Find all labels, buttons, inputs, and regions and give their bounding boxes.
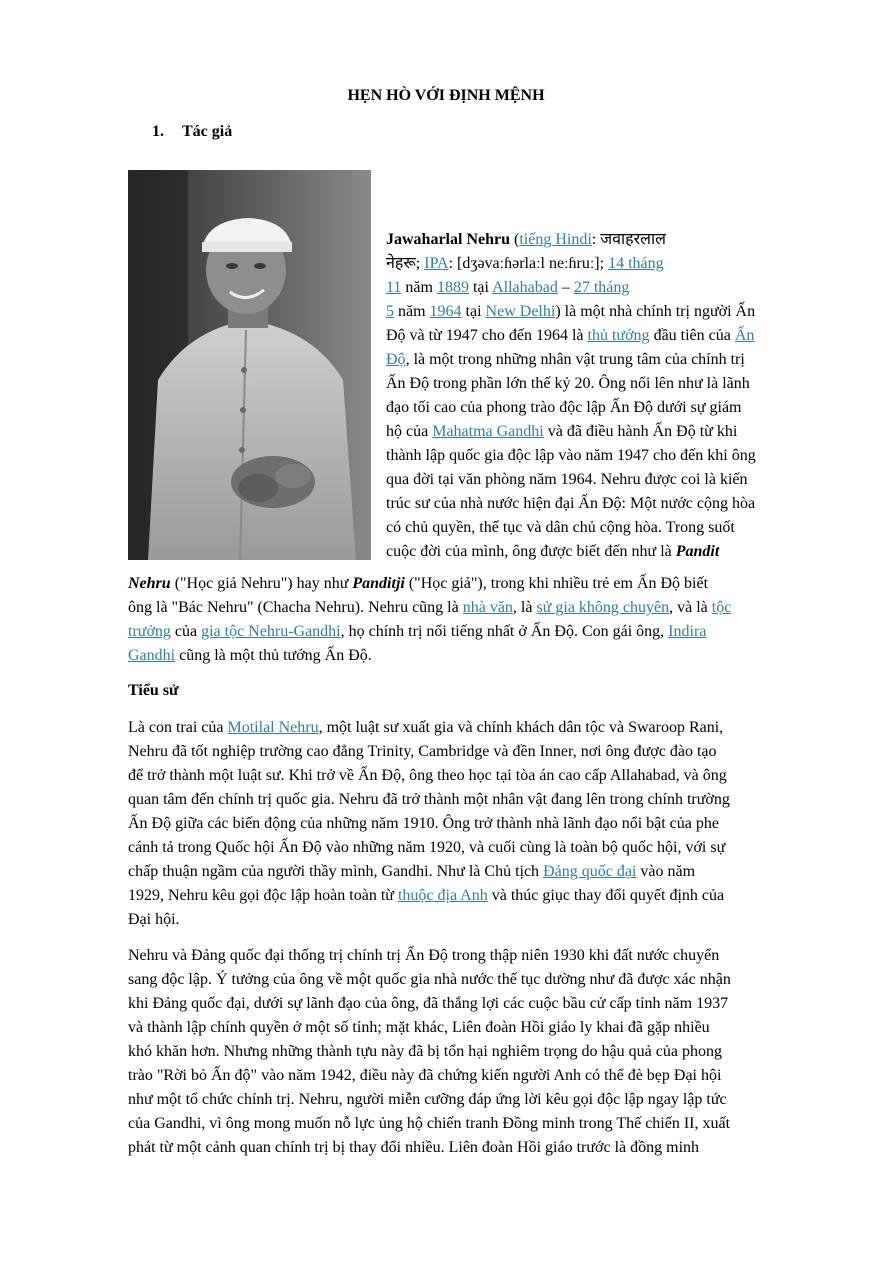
text-line: trưởng của gia tộc Nehru-Gandhi, họ chính trị nổi tiếng nhất ở Ấn Độ. Con gái ông, Indira bbox=[128, 623, 707, 640]
pandit-term: Pandit bbox=[675, 543, 720, 560]
text-line: sang độc lập. Ý tưởng của ông về một quốc gia nhà nước thế tục dường như đã được xác nhận bbox=[128, 971, 731, 988]
text-line: để trở thành một luật sư. Khi trở về Ấn Độ, ông theo học tại tòa án cao cấp Allahabad, và ông bbox=[128, 767, 727, 784]
link-allahabad[interactable]: Allahabad bbox=[492, 279, 558, 296]
text-line: Jawaharlal Nehru (tiếng Hindi: जवाहरलाल bbox=[386, 231, 667, 248]
text-line: như một tổ chức chính trị. Nehru, người miễn cưỡng đáp ứng lời kêu gọi độc lập ngay lập tức bbox=[128, 1091, 727, 1108]
panditji-term: Panditji bbox=[352, 575, 405, 592]
link-5[interactable]: 5 bbox=[386, 303, 394, 320]
text-line: नेहरू; IPA: [dʒəvaːɦərlaːl neːɦruː]; 14 tháng bbox=[386, 255, 664, 272]
text-line: Nehru và Đảng quốc đại thống trị chính trị Ấn Độ trong thập niên 1930 khi đất nước chuyển bbox=[128, 947, 720, 964]
section-number: 1. bbox=[152, 123, 164, 140]
link-thuoc-dia-anh[interactable]: thuộc địa Anh bbox=[397, 887, 488, 904]
link-su-gia[interactable]: sử gia không chuyên bbox=[536, 599, 670, 616]
text-line: chấp thuận ngầm của người thầy mình, Gandhi. Như là Chủ tịch Đảng quốc đại vào năm bbox=[128, 863, 696, 880]
link-tieng-hindi[interactable]: tiếng Hindi bbox=[519, 231, 592, 248]
biography-paragraph-2 bbox=[128, 944, 818, 1160]
link-mahatma-gandhi[interactable]: Mahatma Gandhi bbox=[432, 423, 544, 440]
link-1889[interactable]: 1889 bbox=[436, 279, 469, 296]
document-title: HẸN HÒ VỚI ĐỊNH MỆNH bbox=[347, 87, 545, 104]
link-dang-quoc-dai[interactable]: Đảng quốc đại bbox=[543, 863, 637, 880]
link-an-do-cont[interactable]: Độ bbox=[386, 351, 406, 368]
text-line: trúc sư của nhà nước hiện đại Ấn Độ: Một nước cộng hòa bbox=[386, 495, 756, 512]
link-27-thang[interactable]: 27 tháng bbox=[573, 279, 630, 296]
link-ipa[interactable]: IPA bbox=[424, 255, 449, 272]
link-1964[interactable]: 1964 bbox=[429, 303, 462, 320]
text-line: hộ của Mahatma Gandhi và đã điều hành Ấn Độ từ khi bbox=[386, 423, 738, 440]
text-line: đạo tối cao của phong trào độc lập Ấn Độ dưới sự giám bbox=[386, 399, 742, 416]
intro-paragraph-side bbox=[386, 228, 806, 564]
link-toc-truong[interactable]: tộc bbox=[711, 599, 732, 616]
link-nha-van[interactable]: nhà văn bbox=[462, 599, 513, 616]
link-14-thang[interactable]: 14 tháng bbox=[608, 255, 664, 272]
nehru-portrait-photo bbox=[128, 170, 371, 560]
portrait-illustration bbox=[128, 170, 371, 560]
text-line: có chủ quyền, thế tục và dân chủ cộng hòa. Trong suốt bbox=[386, 519, 735, 536]
text-line: Độ và từ 1947 cho đến 1964 là thủ tướng đầu tiên của Ấn bbox=[386, 327, 755, 344]
link-new-delhi[interactable]: New Delhi bbox=[485, 303, 556, 320]
text-line: khi Đảng quốc đại, dưới sự lãnh đạo của ông, đã thắng lợi các cuộc bầu cử cấp tỉnh năm 1937 bbox=[128, 995, 729, 1012]
text-line: trào "Rời bỏ Ấn độ" vào năm 1942, điều này đã chứng kiến người Anh có thể đè bẹp Đại hội bbox=[128, 1067, 722, 1084]
link-toc-truong-cont[interactable]: trưởng bbox=[128, 623, 171, 640]
text-line: và thành lập chính quyền ở một số tỉnh; mặt khác, Liên đoàn Hồi giáo ly khai đã gặp nhiều bbox=[128, 1019, 710, 1036]
text-line: 5 năm 1964 tại New Delhi) là một nhà chính trị người Ấn bbox=[386, 303, 756, 320]
link-an-do[interactable]: Ấn bbox=[734, 327, 755, 344]
text-line: Đại hội. bbox=[128, 911, 180, 928]
link-indira-gandhi[interactable]: Indira bbox=[668, 623, 707, 640]
text-line: Độ, là một trong những nhân vật trung tâm của chính trị bbox=[386, 351, 745, 368]
text-line: 1929, Nehru kêu gọi độc lập hoàn toàn từ thuộc địa Anh và thúc giục thay đổi quyết định của bbox=[128, 887, 725, 904]
text-line: của Gandhi, vì ông mong muốn nỗ lực ủng hộ chiến tranh Đồng minh trong Thế chiến II, xuất bbox=[128, 1115, 731, 1132]
text-line: cánh tả trong Quốc hội Ấn Độ vào những năm 1920, và cuối cùng là toàn bộ quốc hội, với sự bbox=[128, 839, 726, 856]
text-line: ông là "Bác Nehru" (Chacha Nehru). Nehru cũng là nhà văn, là sử gia không chuyên, và là tộc bbox=[128, 599, 732, 616]
link-motilal-nehru[interactable]: Motilal Nehru bbox=[227, 719, 319, 736]
text-line: phát từ một cảnh quan chính trị bị thay đổi nhiều. Liên đoàn Hồi giáo trước là đồng minh bbox=[128, 1139, 700, 1156]
text-line: qua đời tại văn phòng năm 1964. Nehru được coi là kiến bbox=[386, 471, 748, 488]
text-line: Ấn Độ trong phần lớn thế kỷ 20. Ông nổi lên như là lãnh bbox=[386, 375, 750, 392]
text-line: Nehru đã tốt nghiệp trường cao đẳng Trinity, Cambridge và đền Inner, nơi ông được đào tạo bbox=[128, 743, 717, 760]
text-line: khó khăn hơn. Nhưng những thành tựu này đã bị tổn hại nghiêm trọng do hậu quả của phong bbox=[128, 1043, 722, 1060]
section-heading-author bbox=[152, 122, 232, 142]
person-name: Jawaharlal Nehru bbox=[386, 231, 510, 248]
section-label: Tác giả bbox=[182, 123, 233, 140]
text-line: thành lập quốc gia độc lập vào năm 1947 cho đến khi ông bbox=[386, 447, 756, 464]
link-11[interactable]: 11 bbox=[386, 279, 402, 296]
link-indira-gandhi-cont[interactable]: Gandhi bbox=[128, 647, 176, 664]
intro-paragraph-full bbox=[128, 572, 808, 668]
link-thu-tuong[interactable]: thủ tướng bbox=[587, 327, 650, 344]
text-line: 11 năm 1889 tại Allahabad – 27 tháng bbox=[386, 279, 630, 296]
text-line: cuộc đời của mình, ông được biết đến như là Pandit bbox=[386, 543, 720, 560]
text-line: Là con trai của Motilal Nehru, một luật sư xuất gia và chính khách dân tộc và Swaroop Rani, bbox=[128, 719, 724, 736]
biography-paragraph-1 bbox=[128, 716, 818, 932]
link-gia-toc[interactable]: gia tộc Nehru-Gandhi bbox=[201, 623, 341, 640]
text-line: Nehru ("Học giả Nehru") hay như Panditji ("Học giả"), trong khi nhiều trẻ em Ấn Độ biết bbox=[128, 575, 709, 592]
text-line: Ấn Độ giữa các biến động của những năm 1910. Ông trở thành nhà lãnh đạo nổi bật của phe bbox=[128, 815, 719, 832]
text-line: Gandhi cũng là một thủ tướng Ấn Độ. bbox=[128, 647, 372, 664]
text-line: quan tâm đến chính trị quốc gia. Nehru đã trở thành một nhân vật đang lên trong chính trường bbox=[128, 791, 730, 808]
subheading-biography: Tiểu sử bbox=[128, 682, 179, 699]
